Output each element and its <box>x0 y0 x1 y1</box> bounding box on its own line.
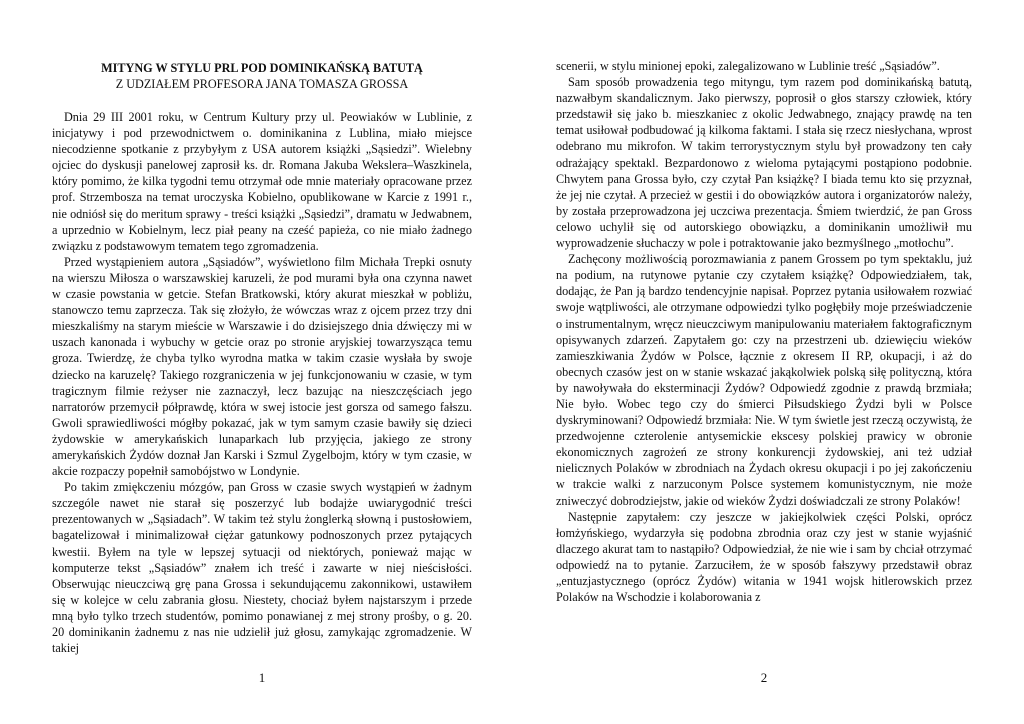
paragraph: Po takim zmiękczeniu mózgów, pan Gross w czasie swych wystąpień w żadnym szczególe nawet nie starał się poszerzyć lub bodajże uwiarygodnić treści prezentowanych w „Sąsiadach”. W takim też stylu żonglerką słowną i pustosłowiem, bagatelizował i minimalizował ciężar gatunkowy podnoszonych przez pytających kwestii. Byłem na tyle w lepszej sytuacji od niektórych, ponieważ mając w komputerze tekst „Sąsiadów” znałem ich treść i zawarte w niej nieścisłości. Obserwując nieuczciwą grę pana Grossa i sekundującemu zakonnikowi, ustawiłem się w kolejce w celu zabrania głosu. Niestety, chociaż byłem najstarszym i przede mną było tylko trzech studentów, pomimo ponawianej z mej strony prośby, o g. 20. 20 dominikanin żadnemu z nas nie udzielił już głosu, zamykając zgromadzenie. W takiej <box>52 480 472 656</box>
left-page-body <box>52 109 472 656</box>
paragraph: Przed wystąpieniem autora „Sąsiadów”, wyświetlono film Michała Trepki osnuty na wierszu Miłosza o warszawskiej karuzeli, że pod murami była ona czynna nawet w czasie powstania w getcie. Stefan Bratkowski, który akurat mieszkał w pobliżu, stanowczo temu zaprzecza. Tak się złożyło, że wówczas wraz z ojcem przez trzy dni mieszkaliśmy na starym mieście w Warszawie i do dzisiejszego dnia dźwięczy mi w uszach kanonada i wybuchy w getcie oraz po stronie aryjskiej towarzysząca temu groza. Twierdzę, że chyba tylko wyrodna matka w takim czasie wysłała by swoje dziecko na karuzelę? Takiego rozgraniczenia w jej funkcjonowaniu w czasie, w tym tragicznym filmie reżyser nie zaznaczył, lecz bazując na nieszczęściach jego narratorów przemycił półprawdę, która w swej istocie jest gorsza od samego fałszu. Gwoli sprawiedliwości mógłby pokazać, jak w tym samym czasie bawiły się dzieci żydowskie w amerykańskich lunaparkach lub przyjęcia, jakiego ze strony amerykańskich Żydów doznał Jan Karski i Szmul Zygelbojm, który w tym czasie, w akcie rozpaczy popełnił samobójstwo w Londynie. <box>52 254 472 479</box>
page-number: 2 <box>760 670 768 685</box>
paragraph-continuation: scenerii, w stylu minionej epoki, zalegalizowano w Lublinie treść „Sąsiadów”. <box>556 59 940 73</box>
paragraph: Sam sposób prowadzenia tego mityngu, tym razem pod dominikańską batutą, nazwałbym skandalicznym. Jako pierwszy, poprosił o głos starszy człowiek, który przedstawił się jako b. mieszkaniec z okolic Jedwabnego, znający prawdę na ten temat usiłował podbudować ją kilkoma faktami. I stała się rzecz niesłychana, wprost odebrano mu mikrofon. W takim terrorystycznym stylu był prowadzony ten cały odrażający spektakl. Bezpardonowo z wieloma pytającymi postąpiono podobnie. Chwytem pana Grossa było, czy czytał Pan książkę? I biada temu kto się przyznał, że jej nie czytał. A przecież w gestii i do obowiązków autora i organizatorów należy, by została przeprowadzona jej uczciwa prezentacja. Śmiem twierdzić, że pan Gross celowo uchylił się od autorskiego obowiązku, a dominikanin umożliwił mu wyprowadzenie słuchaczy w pole i potraktowanie jako bezmyślnego „motłochu”. <box>556 75 972 251</box>
paragraph: Następnie zapytałem: czy jeszcze w jakiejkolwiek części Polski, oprócz łomżyńskiego, wydarzyła się podobna zbrodnia oraz czy jest w stanie wyjaśnić dlaczego akurat tam to nastąpiło? Odpowiedział, że nie wie i sam by chciał otrzymać odpowiedź na to pytanie. Zarzuciłem, że w sposób fałszywy przedstawił obraz „entuzjastycznego (oprócz Żydów) witania w 1941 wojsk hitlerowskich przez Polaków na Wschodzie i kolaborowania z <box>556 509 972 605</box>
right-page-body <box>556 58 972 605</box>
page-number: 1 <box>258 670 266 685</box>
title-subtitle-line: Z UDZIAŁEM PROFESORA JANA TOMASZA GROSSA <box>115 77 409 91</box>
right-page <box>556 0 972 724</box>
left-page <box>52 0 472 724</box>
title-main-line: MITYNG W STYLU PRL POD DOMINIKAŃSKĄ BATUTĄ <box>101 61 423 75</box>
article-title <box>52 60 472 92</box>
paragraph: Zachęcony możliwością porozmawiania z panem Grossem po tym spektaklu, już na podium, na rutynowe pytanie czy czytałem książkę? Odpowiedziałem, tak, dodając, że Pan ją bardzo tendencyjnie napisał. Poprzez pytania usiłowałem rozwiać swoje wątpliwości, ale otrzymane odpowiedzi tylko pogłębiły moje przeświadczenie o instrumentalnym, wręcz nieuczciwym manipulowaniu materiałem faktograficznym opisywanych zdarzeń. Zapytałem go: czy na przestrzeni ub. dziewięciu wieków zamieszkiwania Żydów w Polsce, łącznie z okresem II RP, okupacji, i aż do obecnych czasów jest on w stanie wskazać jakąkolwiek polską siłę polityczną, która by nawoływała do eksterminacji Żydów? Odpowiedź zgodnie z prawdą brzmiała; Nie było. Wobec tego czy do śmierci Piłsudskiego Żydzi byli w Polsce dyskryminowani? Odpowiedź brzmiała: Nie. W tym świetle jest rzeczą oczywistą, że przedwojenne czterolenie antysemickie ekscesy polskiej prawicy w obronie ekonomicznych zagrożeń ze strony konkurencji żydowskiej, ani też udział nielicznych Polaków w zbrodniach na Żydach okresu okupacji i po jej zakończeniu w trakcie walki z narzuconym Polsce systemem komunistycznym, nie może zniweczyć dobrodziejstw, jakie od wieków Żydzi doświadczali ze strony Polaków! <box>556 252 972 508</box>
paragraph: Dnia 29 III 2001 roku, w Centrum Kultury przy ul. Peowiaków w Lublinie, z inicjatywy i pod przewodnictwem o. dominikanina z Lublina, miało miejsce niecodzienne spotkanie z przybyłym z USA autorem książki „Sąsiedzi”. Wielebny ojciec do dyskusji panelowej zaprosił ks. dr. Romana Jakuba Wekslera–Waszkinela, który pomimo, że kilka tygodni temu otrzymał ode mnie materiały opracowane przez prof. Strzembosza na temat uroczyska Kobielno, opublikowane w Karcie z 1991 r., nie odniósł się do meritum sprawy - treści książki „Sąsiedzi”, dramatu w Jedwabnem, a uprzednio w Kobielnym, lecz piał peany na cześć papieża, co nie miało żadnego związku z podstawowym tematem tego zgromadzenia. <box>52 110 472 253</box>
